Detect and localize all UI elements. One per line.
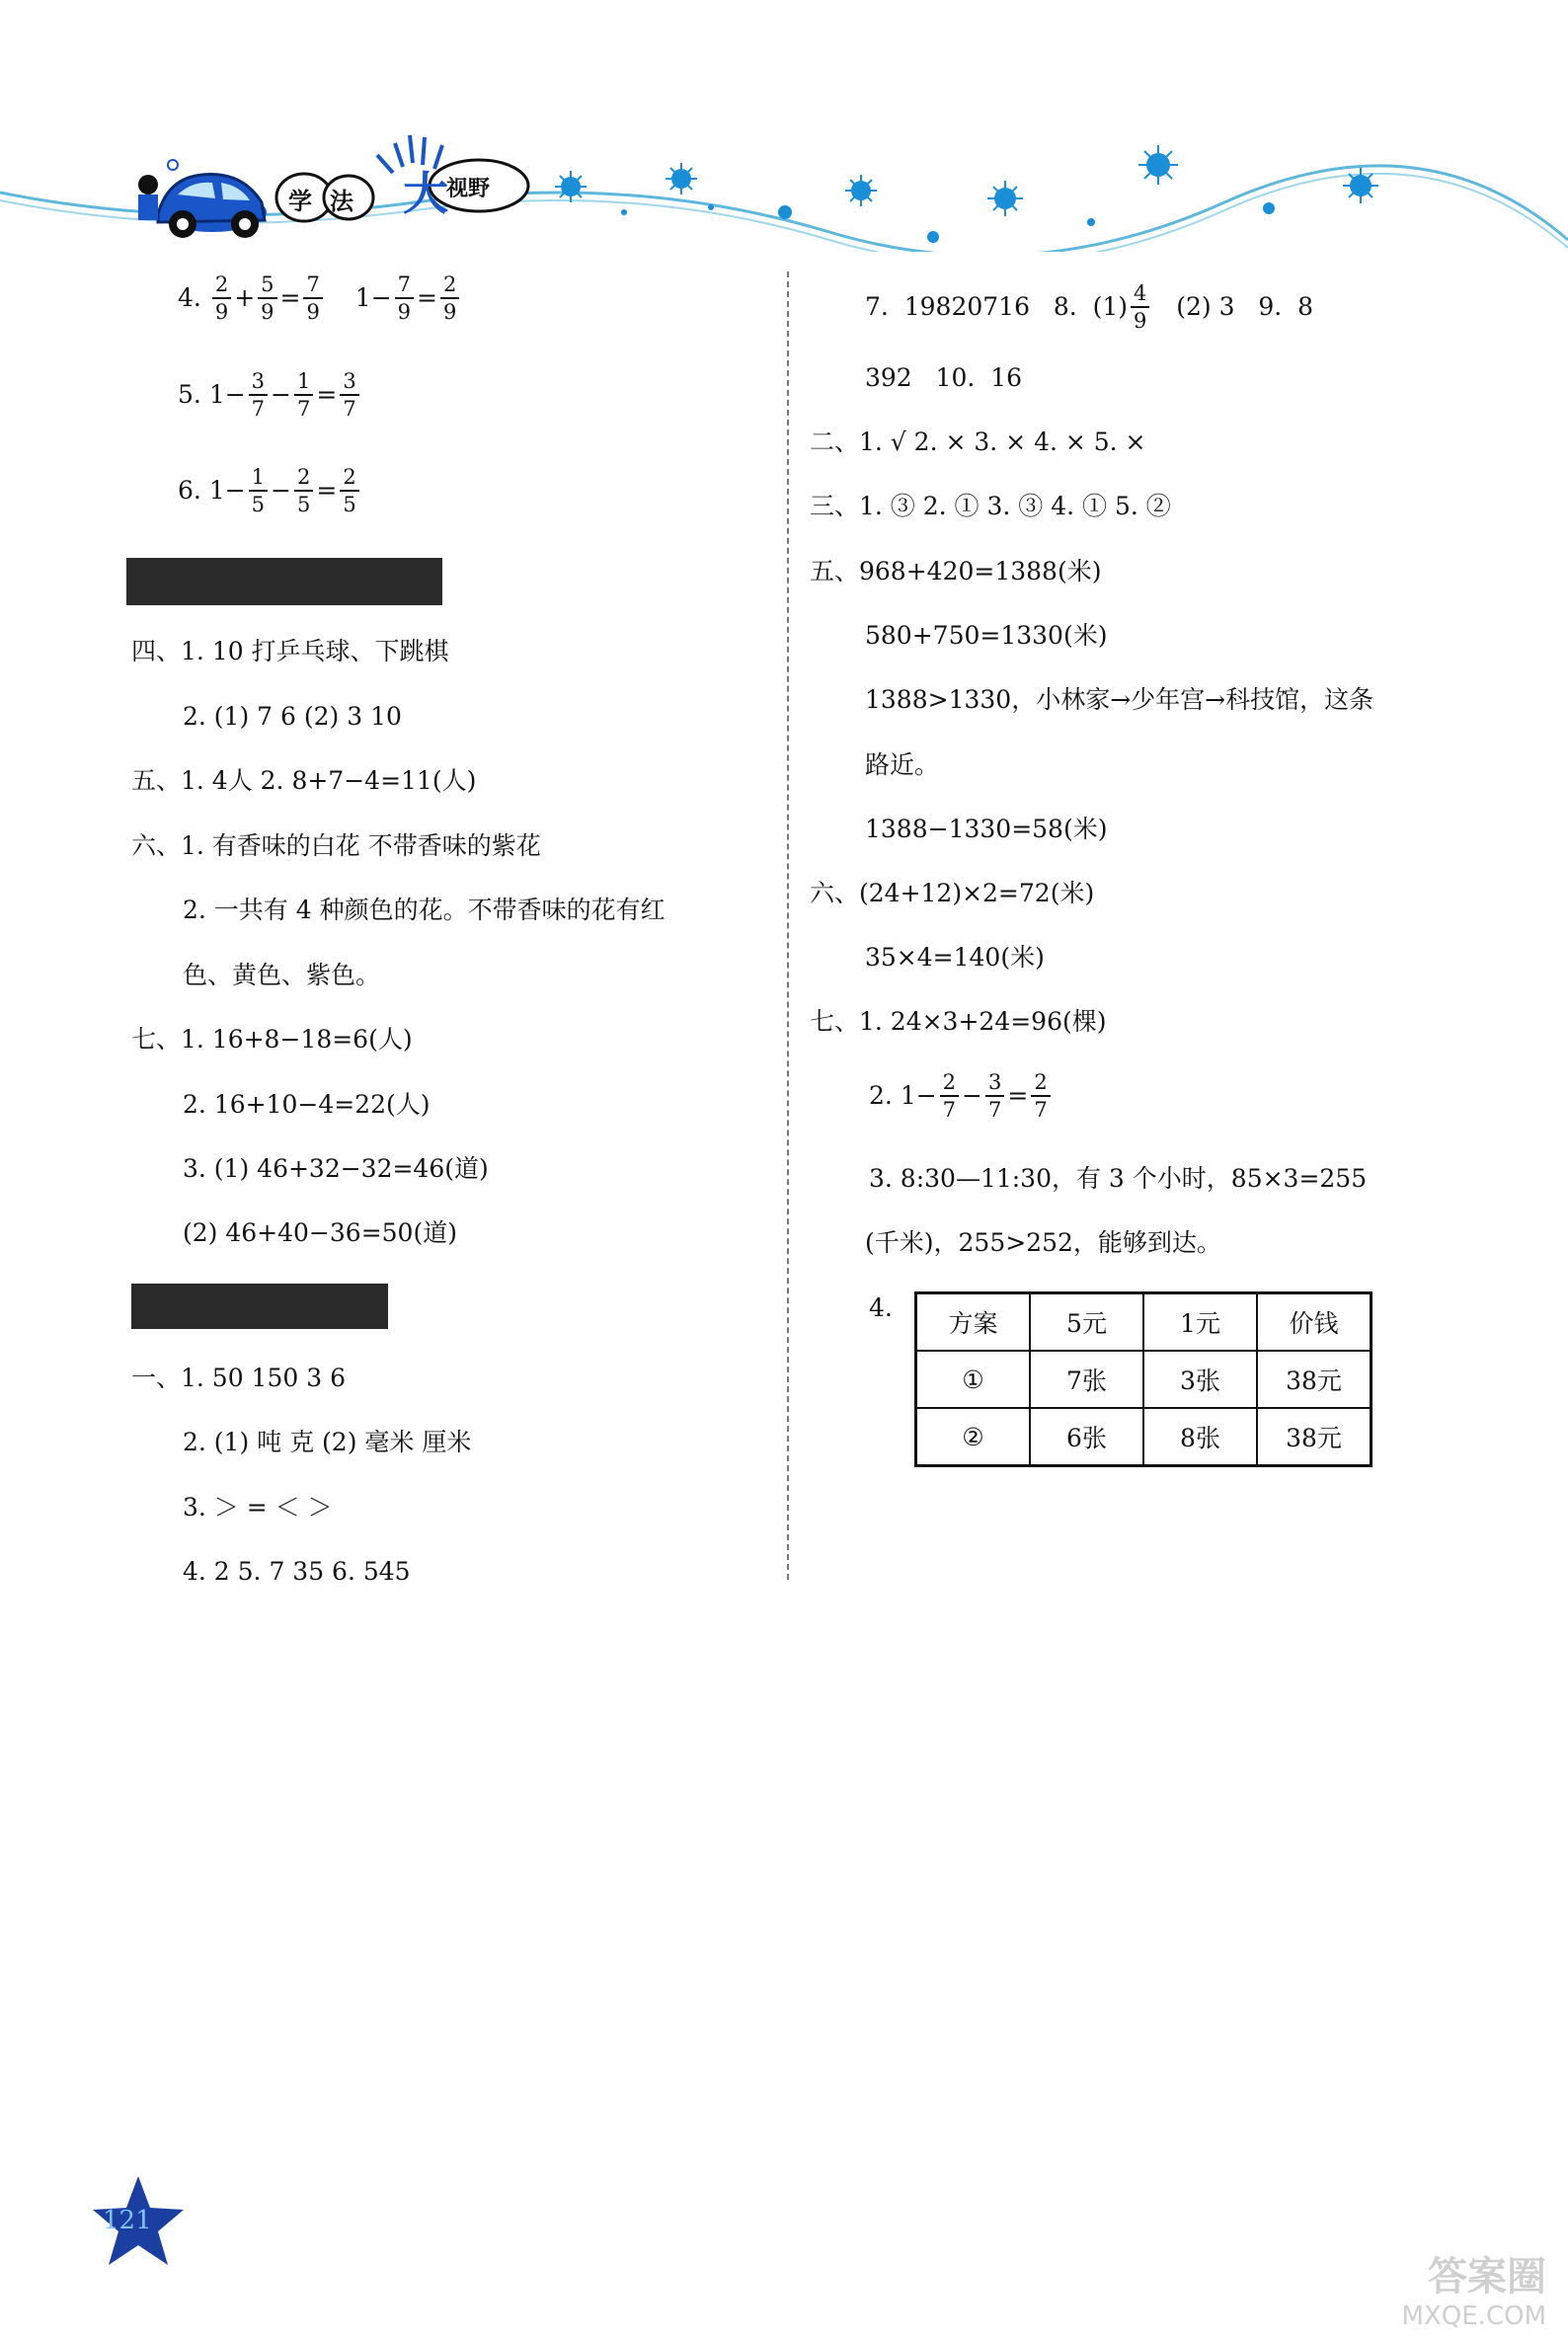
table-header-row — [916, 1293, 1372, 1352]
left-line: 2. (1) 7 6 (2) 3 10 — [183, 702, 402, 731]
left-line: 4. 2 5. 7 35 6. 545 — [183, 1557, 411, 1586]
table-cell: 3张 — [1143, 1351, 1257, 1408]
right-line: 二、1. √ 2. × 3. × 4. × 5. × — [810, 428, 1146, 456]
fraction: $\frac{1}{5}$ — [249, 464, 268, 517]
table-header-cell: 5元 — [1030, 1293, 1143, 1352]
left-line: 七、1. 16+8−18=6(人) — [131, 1025, 413, 1054]
left-line: 色、黄色、紫色。 — [183, 961, 381, 989]
fraction: $\frac{3}{7}$ — [985, 1069, 1004, 1123]
fraction: $\frac{2}{9}$ — [440, 272, 459, 325]
left-line: 2. (1) 吨 克 (2) 毫米 厘米 — [183, 1428, 472, 1456]
right-line-7-8-9: 7. 19820716 8. (1) $\frac{4}{9}$ (2) 3 9. 8 — [865, 281, 1313, 333]
right-line: 七、1. 24×3+24=96(棵) — [810, 1007, 1107, 1036]
right-line: (千米)，255>252，能够到达。 — [865, 1228, 1221, 1257]
right-line: 580+750=1330(米) — [865, 621, 1108, 650]
fraction: $\frac{2}{9}$ — [212, 272, 231, 325]
fraction: $\frac{4}{9}$ — [1131, 280, 1149, 334]
column-divider — [787, 272, 789, 1580]
table-header-cell: 方案 — [916, 1293, 1031, 1352]
answer-table — [914, 1291, 1372, 1467]
left-line: 2. 16+10−4=22(人) — [183, 1090, 431, 1119]
header-title-big — [403, 158, 448, 223]
left-fraction-line-3: 6. 1− $\frac{1}{5}$ − $\frac{2}{5}$ = $\frac{2}{5}$ — [178, 464, 362, 517]
right-line: 3. 8:30—11:30，有 3 个小时，85×3=255 — [869, 1164, 1368, 1193]
table-cell: ② — [916, 1408, 1031, 1466]
table-row — [916, 1351, 1372, 1408]
header-title-char-2: 法 — [330, 188, 353, 215]
page-number: 121 — [103, 2206, 152, 2235]
left-line: 2. 一共有 4 种颜色的花。不带香味的花有红 — [183, 896, 666, 924]
left-line: 五、1. 4人 2. 8+7−4=11(人) — [131, 766, 477, 795]
watermark — [1402, 2245, 1546, 2331]
fraction: $\frac{2}{7}$ — [1031, 1069, 1050, 1123]
header-title-char-4: 视 — [446, 177, 469, 201]
header-title-end — [446, 172, 490, 202]
left-fraction-line-2: 5. 1− $\frac{3}{7}$ − $\frac{1}{7}$ = $\frac{3}{7}$ — [178, 368, 362, 422]
section-heading-bar — [126, 558, 442, 605]
right-line: 五、968+420=1388(米) — [810, 557, 1102, 586]
right-line: 路近。 — [865, 750, 940, 779]
table-header-cell: 1元 — [1143, 1293, 1257, 1352]
header-title-char-5: 野 — [468, 177, 491, 201]
car-icon — [138, 160, 267, 238]
header-title-char-3: 大 — [403, 167, 448, 220]
right-line: 六、(24+12)×2=72(米) — [810, 879, 1095, 907]
fraction: $\frac{7}{9}$ — [395, 272, 414, 325]
snowflake-icons — [561, 153, 1372, 243]
fraction: $\frac{5}{9}$ — [258, 272, 276, 325]
table-row — [916, 1408, 1372, 1466]
fraction: $\frac{7}{9}$ — [303, 272, 322, 325]
section-heading-bar — [131, 1284, 388, 1329]
table-header-cell: 价钱 — [1257, 1293, 1372, 1352]
header-title — [288, 182, 353, 216]
right-line: 1388−1330=58(米) — [865, 815, 1108, 843]
left-line: 六、1. 有香味的白花 不带香味的紫花 — [131, 831, 541, 860]
table-cell: 8张 — [1143, 1408, 1257, 1466]
fraction: $\frac{1}{7}$ — [294, 368, 313, 422]
right-line: 35×4=140(米) — [865, 943, 1045, 972]
left-line: 3. ＞ = ＜ ＞ — [183, 1493, 333, 1522]
right-line: 三、1. ③ 2. ① 3. ③ 4. ① 5. ② — [810, 492, 1171, 520]
table-cell: 7张 — [1030, 1351, 1143, 1408]
fraction: $\frac{3}{7}$ — [249, 368, 268, 422]
fraction: $\frac{2}{5}$ — [340, 464, 358, 517]
table-cell: ① — [916, 1351, 1031, 1408]
right-line: 1388>1330，小林家→少年宫→科技馆，这条 — [865, 685, 1374, 714]
table-cell: 6张 — [1030, 1408, 1143, 1466]
header-decoration — [0, 84, 1568, 252]
left-line: (2) 46+40−36=50(道) — [183, 1218, 457, 1247]
left-line: 一、1. 50 150 3 6 — [131, 1364, 346, 1392]
left-line: 四、1. 10 打乒乓球、下跳棋 — [131, 637, 449, 665]
table-cell: 38元 — [1257, 1351, 1372, 1408]
left-fraction-line-1: 4. $\frac{2}{9}$ + $\frac{5}{9}$ = $\frac{7}{9}$ 1− $\frac{7}{9}$ = $\frac{2}{9}$ — [178, 272, 462, 325]
right-line: 392 10. 16 — [865, 363, 1023, 392]
watermark-top: 答案圈 — [1428, 2254, 1546, 2300]
fraction: $\frac{3}{7}$ — [340, 368, 358, 422]
right-fraction-line: 2. 1− $\frac{2}{7}$ − $\frac{3}{7}$ = $\frac{2}{7}$ — [869, 1069, 1054, 1123]
fraction: $\frac{2}{7}$ — [940, 1069, 959, 1123]
right-line: 4. — [869, 1293, 893, 1322]
fraction: $\frac{2}{5}$ — [294, 464, 313, 517]
watermark-bottom: MXQE.COM — [1401, 2302, 1546, 2331]
header-title-char-1: 学 — [288, 188, 312, 215]
table-cell: 38元 — [1257, 1408, 1372, 1466]
left-line: 3. (1) 46+32−32=46(道) — [183, 1154, 489, 1183]
